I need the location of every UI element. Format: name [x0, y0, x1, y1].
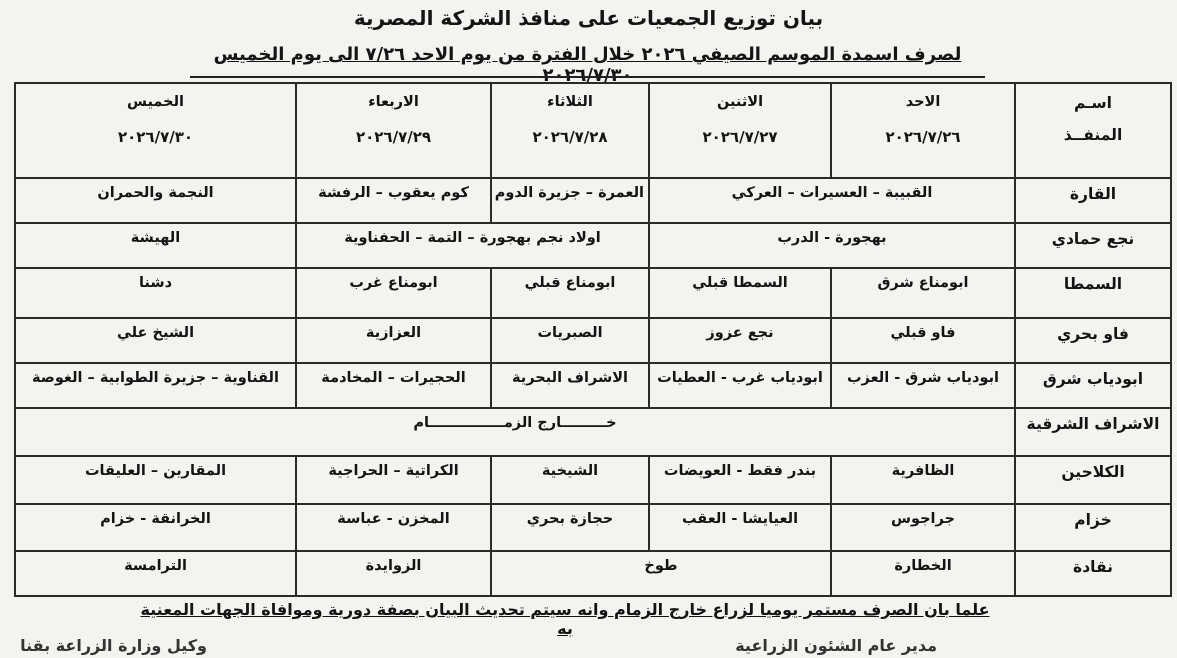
day-label: الخميس [126, 94, 184, 110]
society-cell: بهجورة - الدرب [649, 223, 1015, 268]
outlet-name-cell: نقادة [1015, 551, 1171, 596]
table-row [15, 504, 1171, 551]
day-date: ٢٠٢٦/٧/٢٦ [885, 128, 961, 146]
society-cell: الهيشة [15, 223, 296, 268]
table-row [15, 363, 1171, 408]
day-label: الاحد [905, 94, 941, 110]
society-cell: المقارين – العليقات [15, 456, 296, 504]
society-cell: الاشراف البحرية [491, 363, 649, 408]
society-cell: القناوية – جزيرة الطوابية – الغوصة [15, 363, 296, 408]
table-row [15, 551, 1171, 596]
day-header-wednesday [296, 83, 491, 178]
society-cell: الكراتية – الحراجية [296, 456, 491, 504]
outlet-name-header [1015, 83, 1171, 178]
day-label: الاثنين [716, 94, 764, 110]
table-row [15, 268, 1171, 318]
society-cell: العيايشا - العقب [649, 504, 831, 551]
society-cell: العزازية [296, 318, 491, 363]
document-title: بيان توزيع الجمعيات على منافذ الشركة المصرية [353, 6, 824, 30]
outlet-name-cell: نجع حمادي [1015, 223, 1171, 268]
outlet-name-cell: الاشراف الشرقية [1015, 408, 1171, 456]
society-cell: القبيبة – العسيرات – العركي [649, 178, 1015, 223]
day-date: ٢٠٢٦/٧/٣٠ [117, 128, 194, 146]
outlet-name-cell: القارة [1015, 178, 1171, 223]
society-cell: ابومناع قبلي [491, 268, 649, 318]
society-cell: جراجوس [831, 504, 1015, 551]
society-cell: طوخ [491, 551, 831, 596]
outlet-name-header-line2: المنفــذ [1063, 126, 1123, 144]
table-row [15, 318, 1171, 363]
outlet-name-cell: خزام [1015, 504, 1171, 551]
day-header-monday [649, 83, 831, 178]
society-cell: حجازة بحري [491, 504, 649, 551]
day-date: ٢٠٢٦/٧/٢٧ [702, 128, 778, 146]
outlet-name-cell: الكلاحين [1015, 456, 1171, 504]
society-cell: الترامسة [15, 551, 296, 596]
society-cell: فاو قبلي [831, 318, 1015, 363]
distribution-table [14, 82, 1172, 597]
society-cell: العمرة – جزيرة الدوم [491, 178, 649, 223]
day-date: ٢٠٢٦/٧/٢٨ [532, 128, 608, 146]
footnote: علما بان الصرف مستمر يوميا لزراع خارج الزمام وانه سيتم تحديث البيان بصفة دورية وموافاة الجهات المعنية به [140, 600, 990, 638]
society-cell: الشيخية [491, 456, 649, 504]
outlet-name-header-line1: اسـم [1073, 94, 1112, 112]
society-cell: المخزن - عباسة [296, 504, 491, 551]
society-cell: بندر فقط - العويضات [649, 456, 831, 504]
society-cell: النجمة والحمران [15, 178, 296, 223]
table-header-row [15, 83, 1171, 178]
society-cell: الشيخ علي [15, 318, 296, 363]
table-row [15, 223, 1171, 268]
society-cell: كوم يعقوب – الرفشة [296, 178, 491, 223]
outlet-name-cell: فاو بحري [1015, 318, 1171, 363]
table-body [15, 83, 1171, 596]
society-cell: ابومناع غرب [296, 268, 491, 318]
society-cell: الصبريات [491, 318, 649, 363]
day-header-tuesday [491, 83, 649, 178]
table-row [15, 456, 1171, 504]
document-subtitle: لصرف اسمدة الموسم الصيفي ٢٠٢٦ خلال الفترة من يوم الاحد ٧/٢٦ الى يوم الخميس ٢٠٢٦/٧/٣٠ [213, 44, 962, 86]
day-date: ٢٠٢٦/٧/٢٩ [355, 128, 432, 146]
table-row [15, 178, 1171, 223]
society-cell: الخطارة [831, 551, 1015, 596]
day-header-sunday [831, 83, 1015, 178]
signature-undersecretary: وكيل وزارة الزراعة بقنا [20, 636, 207, 655]
day-label: الاربعاء [368, 94, 419, 110]
society-cell: السمطا قبلي [649, 268, 831, 318]
society-cell: خـــــــــارج الزمـــــــــــــــام [15, 408, 1015, 456]
society-cell: الحجيرات – المخادمة [296, 363, 491, 408]
society-cell: ابومناع شرق [831, 268, 1015, 318]
society-cell: الظافرية [831, 456, 1015, 504]
society-cell: اولاد نجم بهجورة – التمة – الحفناوية [296, 223, 649, 268]
society-cell: نجع عزوز [649, 318, 831, 363]
signature-director: مدير عام الشئون الزراعية [735, 636, 937, 655]
society-cell: ابودياب شرق - العزب [831, 363, 1015, 408]
table-row [15, 408, 1171, 456]
day-header-thursday [15, 83, 296, 178]
society-cell: الخرانقة - خزام [15, 504, 296, 551]
signature-footer [0, 636, 1177, 658]
society-cell: الزوايدة [296, 551, 491, 596]
outlet-name-cell: السمطا [1015, 268, 1171, 318]
society-cell: ابودياب غرب - العطيات [649, 363, 831, 408]
day-label: الثلاثاء [547, 94, 593, 110]
subtitle-underline [190, 76, 985, 78]
society-cell: دشنا [15, 268, 296, 318]
outlet-name-cell: ابودياب شرق [1015, 363, 1171, 408]
